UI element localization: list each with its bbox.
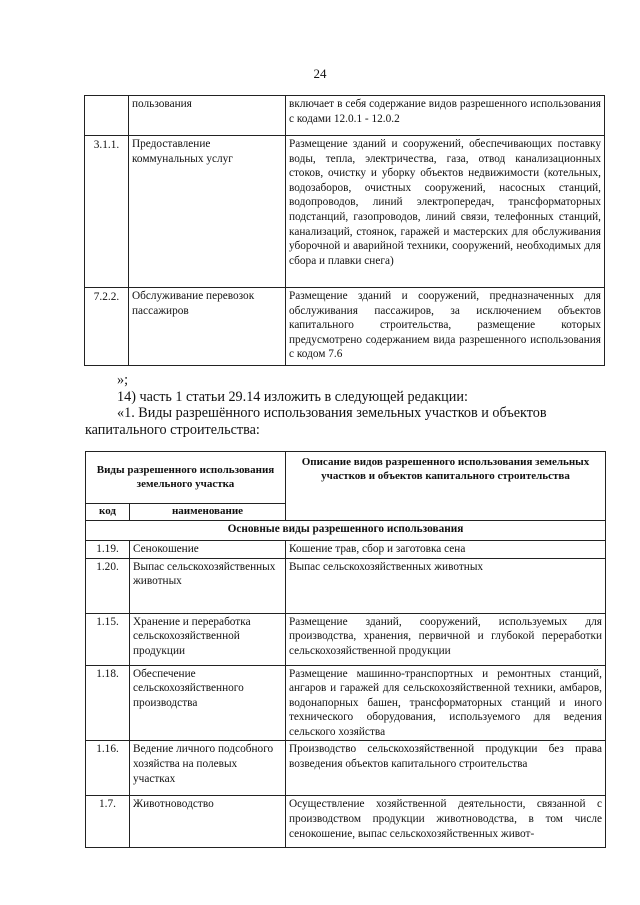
row-desc: включает в себя содержание видов разрешенного использования с кодами 12.0.1 - 12.0.2 xyxy=(286,96,605,136)
top-table xyxy=(84,95,605,366)
table-row xyxy=(86,558,606,613)
row-code xyxy=(85,96,129,136)
row-name: Ведение личного подсобного хозяйства на полевых участках xyxy=(130,741,286,796)
header-row xyxy=(86,452,606,504)
quoted-paragraph-continued: капитального строительства: xyxy=(85,422,260,438)
row-name: Обслуживание перевозок пассажиров xyxy=(129,288,286,366)
row-code: 1.16. xyxy=(86,741,130,796)
row-name: Сенокошение xyxy=(130,540,286,558)
section-row xyxy=(86,520,606,540)
row-desc: Осуществление хозяйственной деятельности, связанной с производством продукции животноводства, в том числе сенокошение, выпас сельскохозяйственных живот- xyxy=(286,796,606,848)
header-description: Описание видов разрешенного использования земельных участков и объектов капитального строительства xyxy=(286,452,606,521)
table-row xyxy=(85,288,605,366)
row-name: Предоставление коммунальных услуг xyxy=(129,136,286,288)
row-name: Выпас сельскохозяйственных животных xyxy=(130,558,286,613)
row-name: Животноводство xyxy=(130,796,286,848)
row-name: пользования xyxy=(129,96,286,136)
row-code: 1.18. xyxy=(86,665,130,741)
table-row xyxy=(86,665,606,741)
header-land-use-types: Виды разрешенного использования земельного участка xyxy=(86,452,286,504)
page-number: 24 xyxy=(313,66,327,81)
quoted-paragraph-start: «1. Виды разрешённого использования земельных участков и объектов xyxy=(117,405,547,421)
amendment-item-14: 14) часть 1 статьи 29.14 изложить в следующей редакции: xyxy=(117,389,468,405)
row-code: 3.1.1. xyxy=(85,136,129,288)
row-code: 1.15. xyxy=(86,613,130,665)
land-use-table xyxy=(85,451,606,848)
row-desc: Размещение зданий и сооружений, обеспечивающих поставку воды, тепла, электричества, газа, отвод канализационных стоков, очистку и уборку объектов недвижимости (котельных, водозаборов, очистных сооружений, насосных станций, водопроводов, линий электропередач, трансформаторных подстанций, газопроводов, линий связи, телефонных станций, канализаций, стоянок, гаражей и мастерских для обслуживания уборочной и аварийной техники, сооружений, необходимых для сбора и плавки снега) xyxy=(286,136,605,288)
row-name: Хранение и переработка сельскохозяйственной продукции xyxy=(130,613,286,665)
closing-quote: »; xyxy=(117,372,129,388)
row-code: 1.7. xyxy=(86,796,130,848)
table-row xyxy=(85,96,605,136)
row-code: 7.2.2. xyxy=(85,288,129,366)
table-row xyxy=(85,136,605,288)
row-desc: Размещение зданий и сооружений, предназначенных для обслуживания пассажиров, за исключением объектов капитального строительства, размещение которых предусмотрено содержанием вида разрешенного использования с кодом 7.6 xyxy=(286,288,605,366)
row-desc: Кошение трав, сбор и заготовка сена xyxy=(286,540,606,558)
row-code: 1.20. xyxy=(86,558,130,613)
header-name: наименование xyxy=(130,504,286,521)
table-row xyxy=(86,796,606,848)
table-row xyxy=(86,540,606,558)
table-row xyxy=(86,613,606,665)
row-desc: Производство сельскохозяйственной продукции без права возведения объектов капитального строительства xyxy=(286,741,606,796)
row-desc: Выпас сельскохозяйственных животных xyxy=(286,558,606,613)
section-title: Основные виды разрешенного использования xyxy=(86,520,606,540)
header-code: код xyxy=(86,504,130,521)
table-row xyxy=(86,741,606,796)
row-desc: Размещение зданий, сооружений, используемых для производства, хранения, первичной и глубокой переработки сельскохозяйственной продукции xyxy=(286,613,606,665)
row-desc: Размещение машинно-транспортных и ремонтных станций, ангаров и гаражей для сельскохозяйственной техники, амбаров, водонапорных башен, трансформаторных станций и иного технического оборудования, используемого для ведения сельского хозяйства xyxy=(286,665,606,741)
row-code: 1.19. xyxy=(86,540,130,558)
row-name: Обеспечение сельскохозяйственного производства xyxy=(130,665,286,741)
